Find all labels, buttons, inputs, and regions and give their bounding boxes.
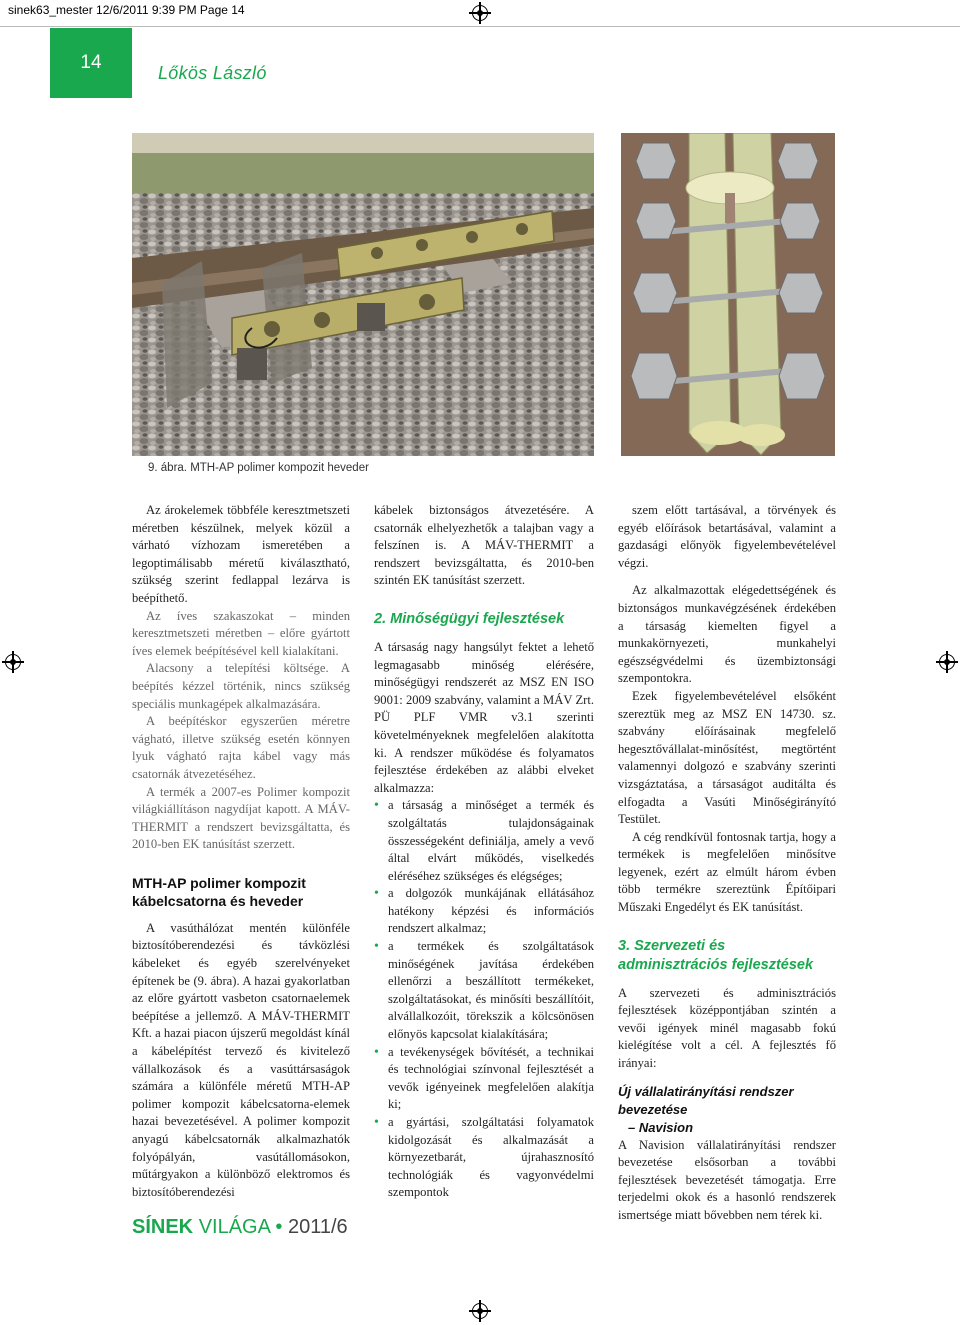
footer-separator: • (275, 1216, 283, 1238)
list-item: • a termékek és szolgáltatások minőségének javítása érdekében ellenőrzi a beszállított termékeket, szolgáltatásokat, és minősíti beszállítóit, alvállalkozóit, törekszik a kölcsönösen előnyös kapcsolat kialakítására; (374, 938, 594, 1044)
subsection-heading (618, 1083, 836, 1137)
paragraph: A vasúthálózat mentén különféle biztosítóberendezési és távközlési kábeleket és egyéb szerelvényeket építenek be (9. ábra). A hazai gyakorlatban az előre gyártott vasbeton csatornaelemek beépítése a jellemző. A MÁV-THERMIT Kft. a hazai piacon újszerű megoldást kínál a kábelépítést tervező és kivitelező vállalkozások és a vasúttársaságok számára a különféle méretű MTH-AP polimer kompozit kábelcsatorna-elemek hazai bevezetésével. A polimer kompozit anyagú kábelcsatornák alkalmazhatók folyópályán, vasútállomásokon, műtárgyakon a különböző elektromos és biztosítóberendezési (132, 920, 350, 1199)
paragraph: Az íves szakaszokat – minden keresztmetszeti méretben – előre gyártott íves elemek beépítésével kell kialakítani. (132, 608, 350, 658)
brand-word-1: SÍNEK (132, 1216, 194, 1238)
paragraph: Ezek figyelembevételével elsőként szereztük meg az MSZ EN 14730. sz. szabvány előírásainak megfelelő hegesztővállalat-minősítést, megtörtént valamennyi dolgozó e szabvány szerinti vizsgáztatása, a társaságot auditálta és elfogadta a Vasúti Minőségirányító Testület. (618, 688, 836, 827)
page-number: 14 (50, 28, 132, 98)
registration-mark-icon (936, 651, 958, 673)
footer-brand (132, 1216, 348, 1239)
paragraph: Az alkalmazottak elégedettségének és biztonságos munkavégzésének érdekében a társaság kiemelten figyel a munkakörnyezeti, munkahelyi egészségvédelmi és üzembiztonsági szempontokra. (618, 583, 836, 686)
paragraph: A Navision vállalatirányítási rendszer bevezetése elsősorban a további fejlesztések bevezetését támogatja. Erre terjedelmi okok és a hasonló rendszerek ismertsége miatt bővebben nem térek ki. (618, 1137, 836, 1222)
section-heading: 2. Minőségügyi fejlesztések (374, 610, 565, 627)
paragraph: A beépítéskor egyszerűen méretre vágható, illetve szükség esetén könnyen lyuk vágható rajta kábel vagy más csatornák átvezetéséhez. (132, 714, 350, 781)
principles-list (374, 797, 594, 1202)
paragraph: Az árokelemek többféle keresztmetszeti méretben készülnek, melyek közül a várható vízhozam ismeretében a legoptimálisabb méretű kiválasztható, szükség szerint fedlappal lezárva is beépíthető. (132, 503, 350, 605)
top-rule (0, 26, 960, 27)
column-2 (374, 502, 594, 1202)
paragraph: Alacsony a telepítési költsége. A beépítés kézzel történik, nincs szükség speciális munkagépek alkalmazására. (132, 661, 350, 711)
polymer-heveder-photo (621, 133, 835, 456)
list-item: • a gyártási, szolgáltatási folyamatok kidolgozását és alkalmazását a környezetbarát, újrahasznosító technológiák és vagyonvédelmi szempontok (374, 1114, 594, 1202)
paragraph: A termék a 2007-es Polimer kompozit világkiállításon nagydíjat kapott. A MÁV-THERMIT a rendszert bevizsgáltatta, és 2010-ben EK tanúsítást szerzett. (132, 784, 350, 852)
paragraph: A szervezeti és adminisztrációs fejlesztések középpontjában szintén a vevői igények minél magasabb fokú kielégítése volt a cél. A fejlesztés fő irányai: (618, 985, 836, 1071)
author-name: Lőkös László (158, 63, 267, 83)
figure-caption: 9. ábra. MTH-AP polimer kompozit heveder (148, 462, 369, 474)
list-item: • a társaság a minőséget a termék és szolgáltatás tulajdonságainak összességeként definiálja, amely a vevő által elvárt működés, viselkedés eléréséhez szükséges és elégséges; (374, 797, 594, 885)
paragraph: A cég rendkívül fontosnak tartja, hogy a termékek is megfelelően minősítve legyenek, ezért az elmúlt három évben több termékre szereztünk Építőipari Műszaki Engedélyt és EK tanúsítást. (618, 829, 836, 915)
registration-mark-icon (469, 2, 491, 24)
paragraph: kábelek biztonságos átvezetésére. A csatornák elhelyezhetők a talajban vagy a felszínen is. A MÁV-THERMIT a rendszert bevizsgáltatta, és 2010-ben szintén EK tanúsítást szerzett. (374, 503, 594, 588)
subsection-heading-line-2: – Navision (628, 1119, 694, 1135)
list-item: • a tevékenységek bővítését, a technikai és technológiai színvonal fejlesztését a vevők igényeinek megfelelően alakítja ki; (374, 1044, 594, 1114)
section-heading: MTH-AP polimer kompozit kábelcsatorna és heveder (132, 874, 306, 909)
registration-mark-icon (2, 651, 24, 673)
list-item: • a dolgozók munkájának ellátásához hatékony képzési és információs rendszert alkalmaz; (374, 885, 594, 938)
paragraph: A társaság nagy hangsúlyt fektet a lehető legmagasabb minőség elérésére, minőségügyi rendszerét az MSZ EN ISO 9001: 2009 szabvány, valamint a MÁV Zrt. PÜ PLF VMR v3.1 szerinti követelményeknek megfelelően alakította ki. A rendszer működése és folyamatos fejlesztése érdekében az alábbi elveket alkalmazza: (374, 639, 594, 795)
column-3 (618, 502, 836, 1225)
subsection-heading-line-1: Új vállalatirányítási rendszer bevezetése (618, 1083, 794, 1117)
rail-joint-photo (132, 133, 594, 456)
brand-word-2: VILÁGA (198, 1216, 270, 1238)
section-heading: 3. Szervezeti és adminisztrációs fejlesztések (618, 937, 814, 973)
issue-number: 2011/6 (287, 1216, 348, 1238)
registration-mark-icon (469, 1300, 491, 1322)
column-1 (132, 502, 350, 1201)
paragraph: szem előtt tartásával, a törvények és egyéb előírások betartásával, valamint a gazdasági előnyök figyelembevételével végzi. (618, 503, 836, 570)
print-slug: sinek63_mester 12/6/2011 9:39 PM Page 14 (8, 3, 245, 17)
